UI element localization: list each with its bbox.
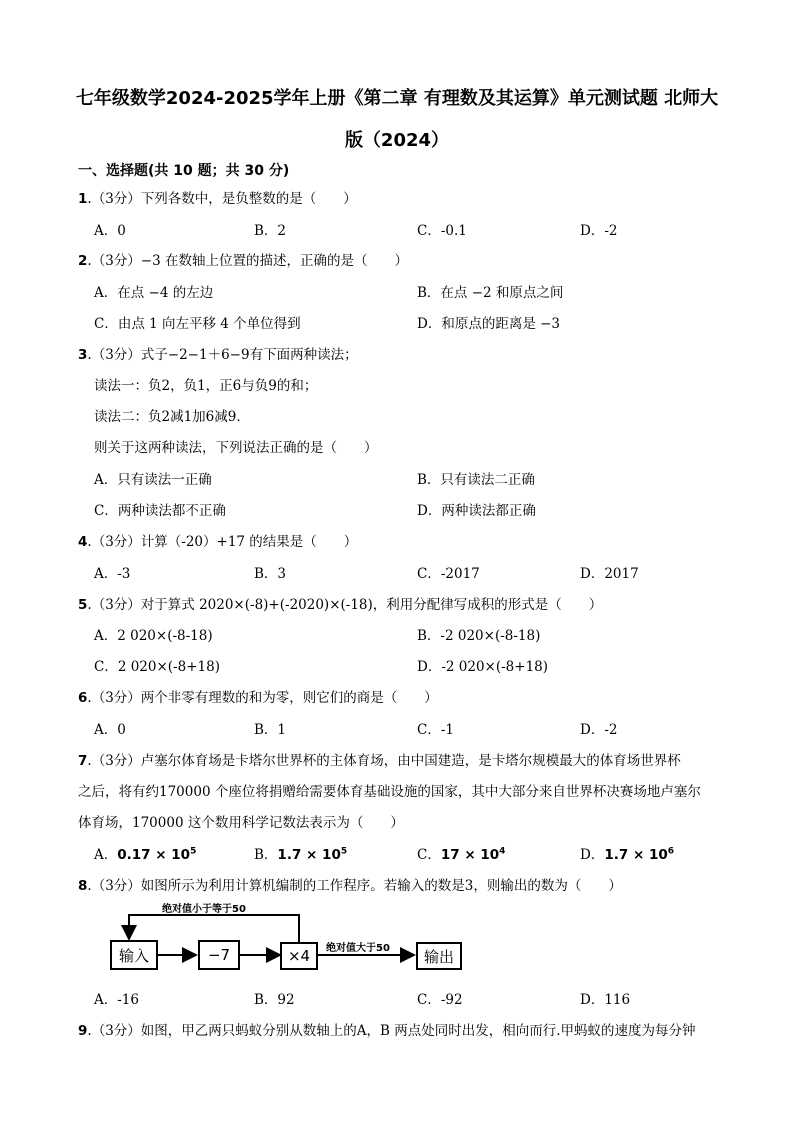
q7-stem-line-2: 之后，将有约170000 个座位将捐赠给需要体育基础设施的国家，其中大部分来自世界杯决赛场地卢塞尔 (78, 784, 701, 800)
question-stem: .（3分）式子−2−1＋6−9有下面两种读法； (87, 347, 358, 363)
question-stem: .（3分）卢塞尔体育场是卡塔尔世界杯的主体育场，由中国建造，是卡塔尔规模最大的体育场世界杯 (87, 753, 681, 769)
question-stem: .（3分）对于算式 2020×(-8)+(-2020)×(-18)，利用分配律写成积的形式是（ ） (87, 597, 603, 613)
q2-option-d[interactable]: D．和原点的距离是 −3 (417, 316, 561, 332)
q4-option-d[interactable]: D．2017 (580, 566, 639, 582)
option-exponent: 5 (340, 846, 348, 857)
flow-input-box: 输入 (110, 940, 158, 970)
flow-minus-box: −7 (198, 940, 240, 970)
q3-option-b[interactable]: B．只有读法二正确 (417, 472, 535, 488)
question-8 (78, 874, 622, 894)
question-stem: .（3分）如图，甲乙两只蚂蚁分别从数轴上的A，B 两点处同时出发，相向而行.甲蚂蚁的速度为每分钟 (87, 1023, 696, 1039)
option-letter: D． (580, 847, 605, 863)
q8-option-c[interactable]: C．-92 (417, 992, 463, 1008)
option-mantissa: 0.17 × 10 (117, 847, 191, 863)
q2-option-b[interactable]: B．在点 −2 和原点之间 (417, 285, 564, 301)
q4-option-c[interactable]: C．-2017 (417, 566, 480, 582)
q7-option-a[interactable] (94, 843, 196, 863)
question-number: 2 (78, 253, 88, 269)
question-number: 8 (78, 878, 88, 894)
q1-option-d[interactable]: D．-2 (580, 223, 618, 239)
q3-reading-1: 读法一：负2，负1，正6与负9的和； (94, 378, 318, 394)
q3-option-d[interactable]: D．两种读法都正确 (417, 503, 536, 519)
document-title-line2: 版（2024） (344, 130, 450, 151)
q7-option-d[interactable] (580, 843, 674, 863)
option-mantissa: 17 × 10 (440, 847, 500, 863)
question-number: 3 (78, 347, 88, 363)
question-stem: .（3分）−3 在数轴上位置的描述，正确的是（ ） (87, 253, 408, 269)
q3-prompt: 则关于这两种读法，下列说法正确的是（ ） (94, 440, 378, 456)
flow-loop-label: 绝对值小于等于50 (162, 904, 246, 915)
flow-output-box: 输出 (416, 942, 462, 970)
option-exponent: 5 (190, 846, 197, 857)
question-number: 5 (78, 597, 88, 613)
q8-option-b[interactable]: B．92 (254, 992, 295, 1008)
flow-times-box: ×4 (280, 942, 318, 970)
question-stem: .（3分）如图所示为利用计算机编制的工作程序。若输入的数是3，则输出的数为（ ） (87, 878, 622, 894)
question-4 (78, 530, 357, 550)
q8-option-a[interactable]: A．-16 (94, 992, 139, 1008)
option-letter: A． (94, 847, 118, 863)
q6-option-c[interactable]: C．-1 (417, 722, 454, 738)
q3-reading-2: 读法二：负2减1加6减9． (94, 409, 250, 425)
question-stem: .（3分）下列各数中，是负整数的是（ ） (87, 191, 357, 207)
q2-option-a[interactable]: A．在点 −4 的左边 (94, 285, 214, 301)
document-title-line1: 七年级数学2024-2025学年上册《第二章 有理数及其运算》单元测试题 北师大 (75, 88, 719, 109)
q5-option-a[interactable]: A．2 020×(-8-18) (94, 628, 213, 644)
question-2 (78, 249, 408, 269)
flow-output-label: 绝对值大于50 (326, 943, 390, 954)
q3-option-c[interactable]: C．两种读法都不正确 (94, 503, 226, 519)
q4-option-b[interactable]: B．3 (254, 566, 287, 582)
question-number: 6 (78, 690, 88, 706)
question-number: 7 (78, 753, 88, 769)
q2-option-c[interactable]: C．由点 1 向左平移 4 个单位得到 (94, 316, 301, 332)
question-3 (78, 343, 358, 363)
q7-option-b[interactable] (254, 843, 347, 863)
option-exponent: 4 (499, 846, 506, 857)
section-heading: 一、选择题(共 10 题；共 30 分) (78, 163, 290, 179)
q1-option-c[interactable]: C．-0.1 (417, 223, 467, 239)
flowchart (100, 898, 480, 978)
question-stem: .（3分）两个非零有理数的和为零，则它们的商是（ ） (87, 690, 438, 706)
q1-option-b[interactable]: B．2 (254, 223, 287, 239)
question-number: 4 (78, 534, 88, 550)
question-stem: .（3分）计算（-20）+17 的结果是（ ） (87, 534, 358, 550)
question-6 (78, 686, 438, 706)
q1-option-a[interactable]: A．0 (94, 223, 126, 239)
q4-option-a[interactable]: A．-3 (94, 566, 131, 582)
q5-option-d[interactable]: D．-2 020×(-8+18) (417, 659, 549, 675)
q3-option-a[interactable]: A．只有读法一正确 (94, 472, 212, 488)
question-1 (78, 187, 357, 207)
question-number: 9 (78, 1023, 88, 1039)
option-letter: B． (254, 847, 278, 863)
question-7 (78, 749, 681, 769)
q5-option-c[interactable]: C．2 020×(-8+18) (94, 659, 220, 675)
option-letter: C． (417, 847, 441, 863)
q7-option-c[interactable] (417, 843, 505, 863)
q7-stem-line-3: 体育场，170000 这个数用科学记数法表示为（ ） (78, 815, 404, 831)
option-mantissa: 1.7 × 10 (604, 847, 668, 863)
question-number: 1 (78, 191, 88, 207)
q6-option-b[interactable]: B．1 (254, 722, 287, 738)
option-mantissa: 1.7 × 10 (277, 847, 341, 863)
option-exponent: 6 (667, 846, 675, 857)
q8-option-d[interactable]: D．116 (580, 992, 631, 1008)
q5-option-b[interactable]: B．-2 020×(-8-18) (417, 628, 541, 644)
q6-option-a[interactable]: A．0 (94, 722, 126, 738)
q6-option-d[interactable]: D．-2 (580, 722, 618, 738)
question-5 (78, 593, 602, 613)
question-9 (78, 1019, 696, 1039)
